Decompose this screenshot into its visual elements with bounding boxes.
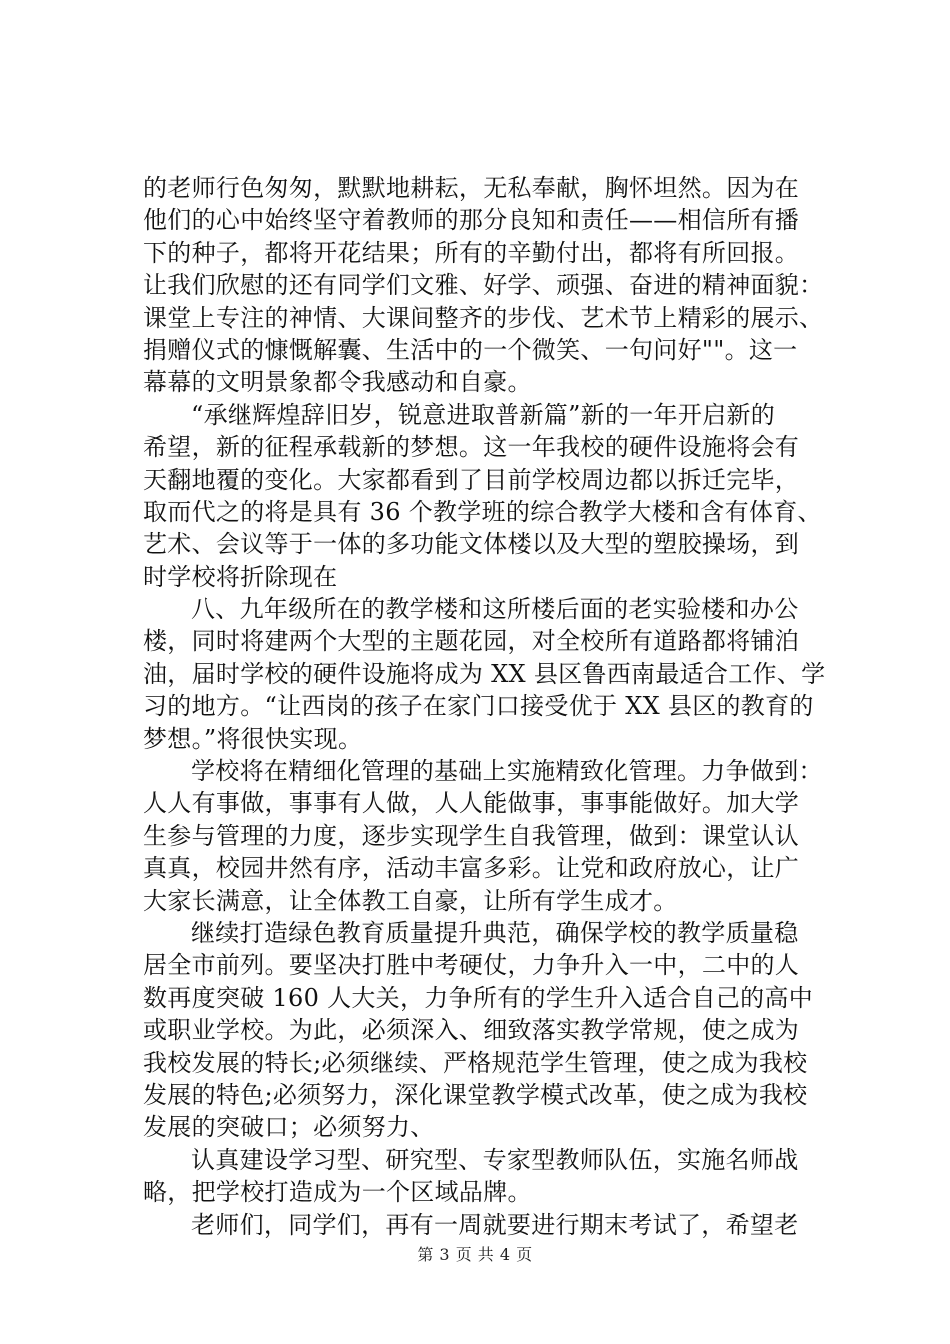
text-line: 居全市前列。要坚决打胜中考硬仗，力争升入一中，二中的人 [143, 951, 800, 980]
text-line: 略，把学校打造成为一个区域品牌。 [143, 1178, 532, 1207]
text-line: 生参与管理的力度，逐步实现学生自我管理，做到：课堂认认 [143, 821, 800, 850]
text-line: 希望，新的征程承载新的梦想。这一年我校的硬件设施将会有 [143, 433, 800, 462]
paragraph-start-line: 继续打造绿色教育质量提升典范，确保学校的教学质量稳 [191, 918, 799, 947]
paragraph-start-line: 老师们，同学们，再有一周就要进行期末考试了，希望老 [191, 1210, 799, 1239]
text-line: 发展的特色;必须努力，深化课堂教学模式改革，使之成为我校 [143, 1080, 808, 1109]
text-line: 我校发展的特长;必须继续、严格规范学生管理，使之成为我校 [143, 1048, 808, 1077]
paragraph-start-line: 学校将在精细化管理的基础上实施精致化管理。力争做到： [191, 757, 823, 786]
text-line: 幕幕的文明景象都令我感动和自豪。 [143, 368, 532, 397]
text-line: 让我们欣慰的还有同学们文雅、好学、顽强、奋进的精神面貌： [143, 271, 824, 300]
text-line: 楼，同时将建两个大型的主题花园，对全校所有道路都将铺泊 [143, 627, 800, 656]
text-line: 艺术、会议等于一体的多功能文体楼以及大型的塑胶操场，到 [143, 530, 800, 559]
paragraph-start-line: 八、九年级所在的教学楼和这所楼后面的老实验楼和办公 [191, 595, 799, 624]
text-line: 油，届时学校的硬件设施将成为 XX 县区鲁西南最适合工作、学 [143, 659, 826, 688]
paragraph-start-line: “承继辉煌辞旧岁，锐意进取普新篇”新的一年开启新的 [191, 400, 776, 429]
text-line: 时学校将折除现在 [143, 562, 338, 591]
text-line: 习的地方。“让西岗的孩子在家门口接受优于 XX 县区的教育的 [143, 692, 814, 721]
paragraph-start-line: 认真建设学习型、研究型、专家型教师队伍，实施名师战 [191, 1145, 799, 1174]
text-line: 下的种子，都将开花结果；所有的辛勤付出，都将有所回报。 [143, 238, 800, 267]
text-line: 捐赠仪式的慷慨解囊、生活中的一个微笑、一句问好""。这一 [143, 335, 798, 364]
page-footer: 第 3 页 共 4 页 [417, 1245, 533, 1264]
text-line: 的老师行色匆匆，默默地耕耘，无私奉献，胸怀坦然。因为在 [143, 174, 800, 202]
text-line: 课堂上专注的神情、大课间整齐的步伐、艺术节上精彩的展示、 [143, 303, 824, 332]
text-line: 真真，校园井然有序，活动丰富多彩。让党和政府放心，让广 [143, 854, 800, 883]
text-line: 取而代之的将是具有 36 个教学班的综合教学大楼和含有体育、 [143, 497, 822, 526]
text-line: 大家长满意，让全体教工自豪，让所有学生成才。 [143, 886, 678, 915]
text-line: 或职业学校。为此，必须深入、细致落实教学常规，使之成为 [143, 1016, 800, 1045]
document-body [143, 172, 843, 1241]
text-line: 发展的突破口；必须努力、 [143, 1113, 435, 1142]
text-line: 天翻地覆的变化。大家都看到了目前学校周边都以拆迁完毕， [143, 465, 800, 494]
text-line: 他们的心中始终坚守着教师的那分良知和责任——相信所有播 [143, 206, 800, 235]
text-line: 数再度突破 160 人大关，力争所有的学生升入适合自己的高中 [143, 983, 814, 1012]
text-line: 人人有事做，事事有人做，人人能做事，事事能做好。加大学 [143, 789, 800, 818]
text-line: 梦想。”将很快实现。 [143, 724, 363, 753]
